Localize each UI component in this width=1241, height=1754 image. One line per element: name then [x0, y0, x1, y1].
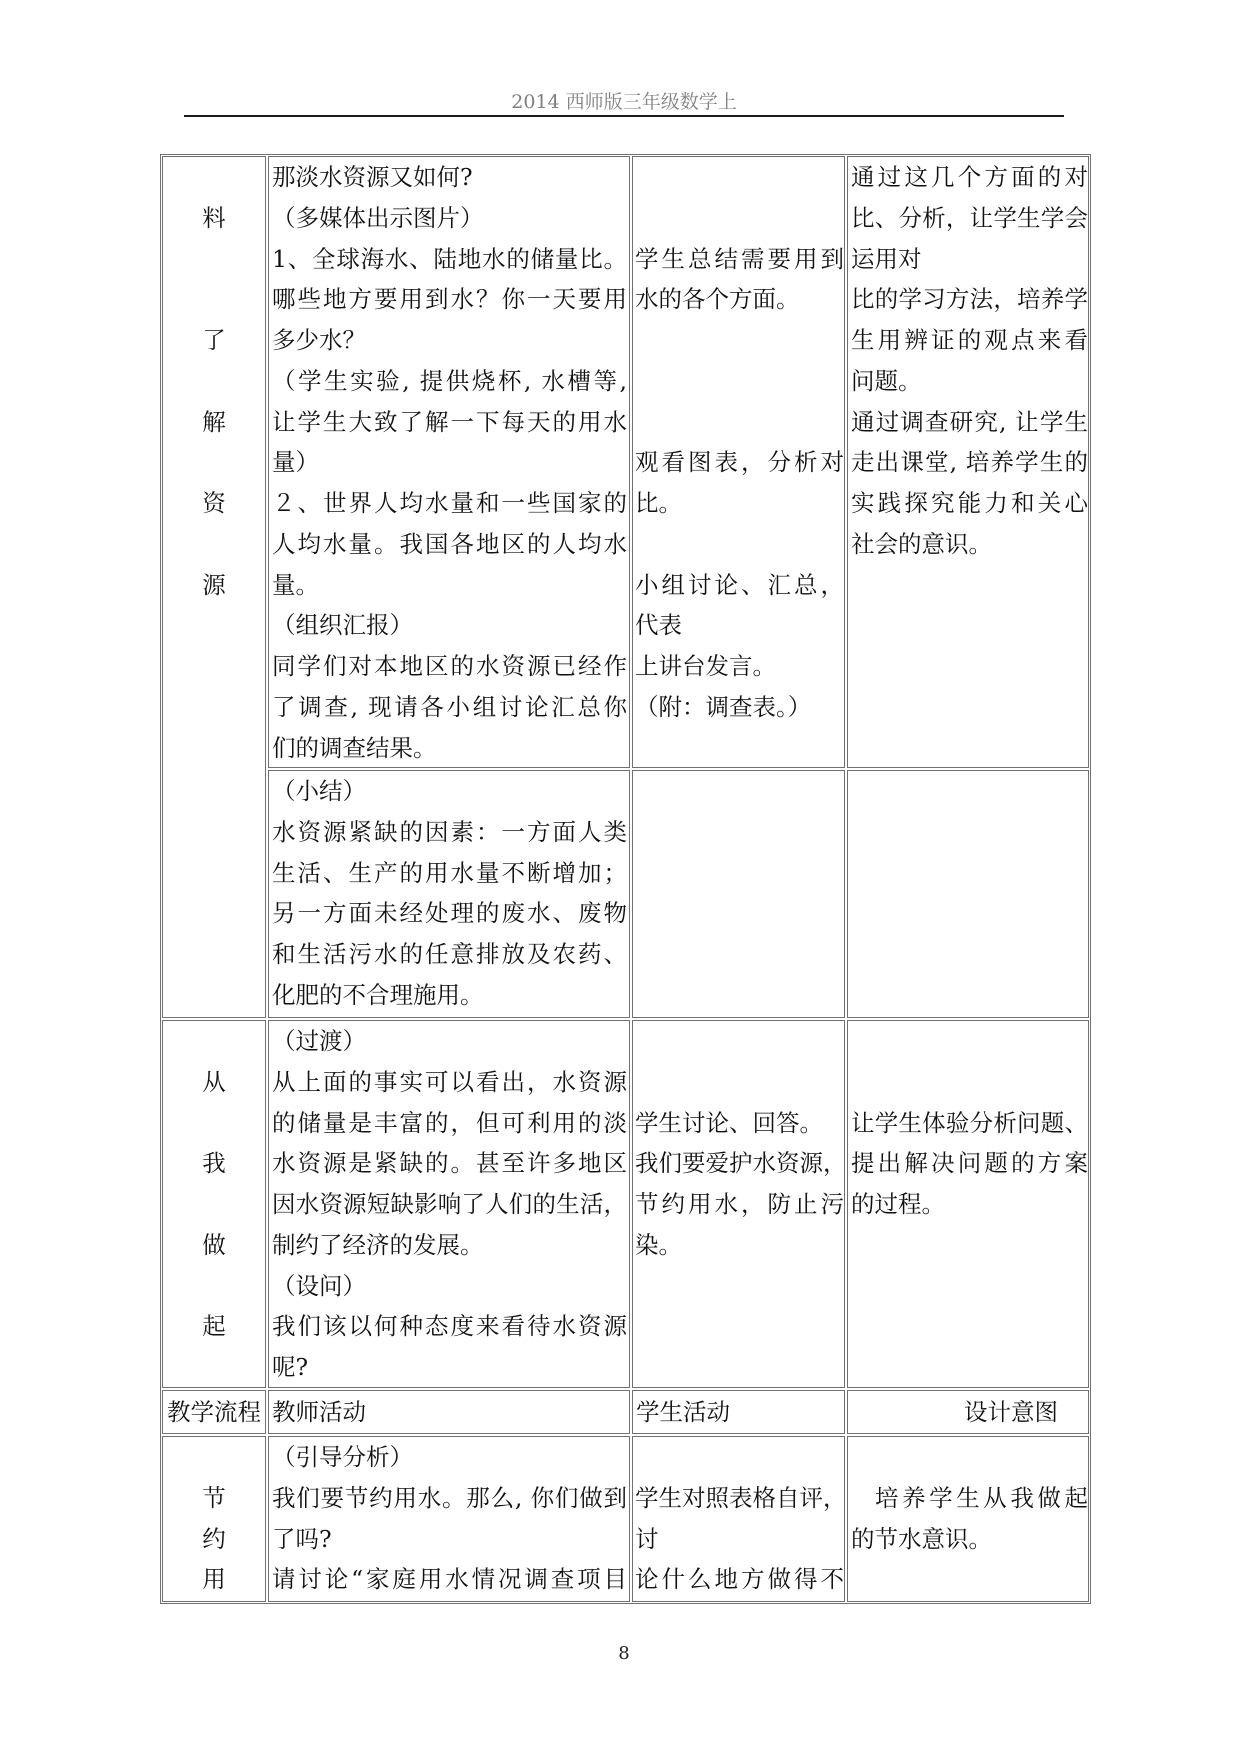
column-header-design — [847, 1390, 1089, 1434]
stage-char: 起 — [202, 1312, 226, 1341]
teacher-activity-line: 呢? — [272, 1353, 309, 1381]
student-activity-line: （附：调查表。） — [635, 692, 812, 721]
design-intent-line: 走出课堂, 培养学生的 — [851, 448, 1088, 477]
teacher-activity-line: 从上面的事实可以看出，水资源 — [272, 1067, 627, 1096]
column-header-label: 教学流程 — [167, 1398, 261, 1426]
teacher-activity-line: 量） — [272, 448, 319, 477]
student-activity-line: 学生总结需要用到 — [635, 244, 844, 273]
teacher-activity-line: 生活、生产的用水量不断增加； — [272, 858, 627, 887]
stage-cell-understand-resources — [162, 156, 266, 1018]
teacher-activity-line: 多少水？ — [272, 326, 366, 354]
design-intent-line: 的节水意识。 — [851, 1524, 992, 1553]
design-intent-line: 生用辨证的观点来看 — [851, 326, 1088, 354]
lesson-plan-table — [160, 154, 1091, 1604]
header-rule — [184, 115, 1064, 117]
teacher-activity-line: 请讨论“家庭用水情况调查项目 — [272, 1565, 627, 1594]
design-intent-line: 通过这几个方面的对 — [851, 163, 1088, 191]
design-intent-line: 提出解决问题的方案 — [851, 1149, 1088, 1178]
student-activity-line: 我们要爱护水资源， — [635, 1149, 847, 1178]
teacher-activity-line: 的储量是丰富的，但可利用的淡 — [272, 1108, 627, 1137]
teacher-activity-line: 量。 — [272, 570, 319, 599]
stage-char: 资 — [202, 489, 226, 517]
student-activity-line: 学生对照表格自评， — [635, 1483, 847, 1512]
teacher-activity-line: 我们要节约用水。那么, 你们做到 — [272, 1483, 627, 1512]
column-header-stage — [162, 1390, 266, 1434]
teacher-activity-line: 了吗? — [272, 1524, 332, 1553]
summary-design-cell-empty — [847, 770, 1089, 1018]
student-activity-line: 节约用水，防止污 — [635, 1190, 844, 1218]
column-header-student — [632, 1390, 845, 1434]
design-intent-line: 培养学生从我做起 — [875, 1483, 1088, 1512]
student-activity-cell — [632, 156, 845, 768]
summary-teacher-cell — [268, 770, 630, 1018]
student-activity-cell — [632, 1020, 845, 1388]
teacher-activity-line: （小结） — [272, 777, 366, 805]
stage-cell-save-water — [162, 1436, 266, 1602]
teacher-activity-line: 那淡水资源又如何? — [272, 163, 473, 191]
teacher-activity-line: 1、全球海水、陆地水的储量比。 — [272, 244, 627, 273]
running-header-title: 2014 西师版三年级数学上 — [511, 91, 737, 113]
design-intent-line: 社会的意识。 — [851, 529, 992, 558]
teacher-activity-line: 因水资源短缺影响了人们的生活， — [272, 1190, 627, 1218]
stage-char: 料 — [202, 203, 226, 232]
design-intent-line: 问题。 — [851, 366, 922, 395]
design-intent-cell — [847, 1436, 1089, 1602]
teacher-activity-line: 化肥的不合理施用。 — [272, 980, 484, 1009]
teacher-activity-line: 和生活污水的任意排放及农药、 — [272, 940, 627, 968]
teacher-activity-line: 人均水量。我国各地区的人均水 — [272, 529, 627, 558]
student-activity-line: 论什么地方做得不 — [635, 1565, 844, 1594]
design-intent-line: 比、分析，让学生学会 — [851, 203, 1088, 232]
stage-cell-start-from-me — [162, 1020, 266, 1388]
student-activity-line: 代表 — [635, 611, 682, 640]
teacher-activity-line: （设问） — [272, 1271, 366, 1300]
stage-char: 解 — [202, 407, 226, 436]
column-header-label: 设计意图 — [964, 1398, 1058, 1426]
teacher-activity-line: （引导分析） — [272, 1443, 413, 1471]
teacher-activity-cell — [268, 156, 630, 768]
teacher-activity-line: 制约了经济的发展。 — [272, 1230, 484, 1259]
teacher-activity-line: （组织汇报） — [272, 611, 413, 640]
student-activity-line: 水的各个方面。 — [635, 285, 800, 314]
design-intent-line: 实践探究能力和关心 — [851, 489, 1088, 517]
summary-student-cell-empty — [632, 770, 845, 1018]
teacher-activity-line: ２、世界人均水量和一些国家的 — [272, 489, 627, 517]
column-header-teacher — [268, 1390, 630, 1434]
teacher-activity-line: 们的调查结果。 — [272, 733, 437, 762]
teacher-activity-line: （学生实验, 提供烧杯, 水槽等, — [272, 366, 627, 395]
student-activity-line: 比。 — [635, 489, 682, 517]
teacher-activity-line: 同学们对本地区的水资源已经作 — [272, 652, 627, 680]
page-number: 8 — [618, 1643, 630, 1664]
teacher-activity-cell — [268, 1436, 630, 1602]
design-intent-line: 让学生体验分析问题、 — [851, 1108, 1088, 1137]
stage-char: 了 — [202, 326, 226, 354]
teacher-activity-line: 了调查, 现请各小组讨论汇总你 — [272, 692, 627, 721]
student-activity-line: 学生讨论、回答。 — [635, 1108, 823, 1137]
student-activity-cell — [632, 1436, 845, 1602]
design-intent-cell — [847, 156, 1089, 768]
design-intent-line: 比的学习方法，培养学 — [851, 285, 1088, 314]
teacher-activity-line: 水资源是紧缺的。甚至许多地区 — [272, 1149, 627, 1178]
student-activity-line: 观看图表，分析对 — [635, 448, 844, 477]
design-intent-cell — [847, 1020, 1089, 1388]
stage-char: 做 — [202, 1230, 226, 1259]
student-activity-line: 染。 — [635, 1230, 682, 1259]
stage-char: 节 — [202, 1483, 226, 1512]
column-header-label: 教师活动 — [272, 1398, 366, 1426]
teacher-activity-line: 让学生大致了解一下每天的用水 — [272, 407, 627, 436]
student-activity-line: 小组讨论、汇总， — [635, 570, 844, 599]
stage-char: 我 — [202, 1149, 226, 1178]
stage-char: 从 — [202, 1067, 226, 1096]
column-header-label: 学生活动 — [636, 1398, 730, 1426]
design-intent-line: 通过调查研究, 让学生 — [851, 407, 1088, 436]
stage-char: 约 — [202, 1524, 226, 1553]
teacher-activity-line: 水资源紧缺的因素：一方面人类 — [272, 817, 627, 846]
stage-char: 源 — [202, 570, 226, 599]
teacher-activity-line: 哪些地方要用到水？你一天要用 — [272, 285, 627, 314]
teacher-activity-line: （过渡） — [272, 1027, 366, 1055]
design-intent-line: 的过程。 — [851, 1190, 945, 1218]
student-activity-line: 上讲台发言。 — [635, 652, 776, 680]
teacher-activity-line: 另一方面未经处理的废水、废物 — [272, 899, 627, 928]
teacher-activity-cell — [268, 1020, 630, 1388]
stage-char: 用 — [202, 1565, 226, 1594]
teacher-activity-line: （多媒体出示图片） — [272, 203, 484, 232]
student-activity-line: 讨 — [635, 1524, 659, 1553]
teacher-activity-line: 我们该以何种态度来看待水资源 — [272, 1312, 627, 1341]
design-intent-line: 运用对 — [851, 244, 922, 273]
